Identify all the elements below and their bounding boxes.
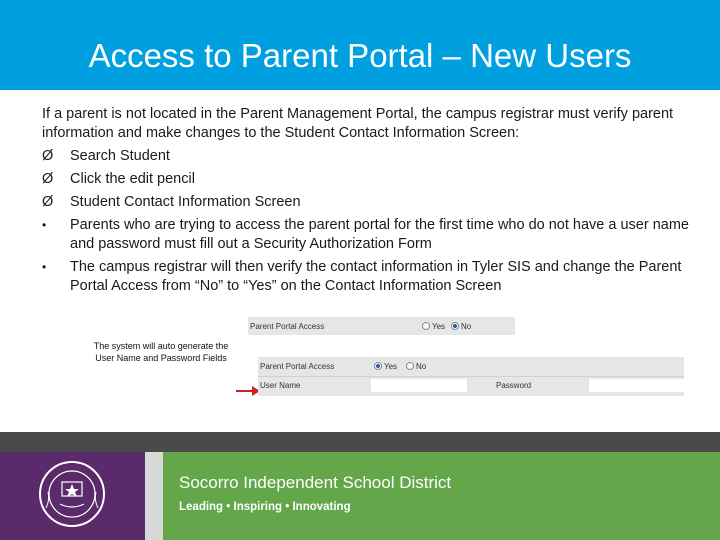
list-item [42,258,692,296]
list-item-text: Search Student [70,148,170,164]
arrow-bullet-icon: Ø [42,171,54,187]
page-title: Access to Parent Portal – New Users [88,37,632,74]
list-item-text: Student Contact Information Screen [70,194,301,210]
radio-yes-option[interactable]: Yes [374,362,397,371]
list-item [42,170,692,189]
footer-top-band [0,432,720,452]
portal-access-before-screenshot [248,317,515,335]
arrow-bullet-icon: Ø [42,148,54,164]
radio-on-icon [451,322,459,330]
list-item-text: The campus registrar will then verify the contact information in Tyler SIS and change the Parent Portal Access from “No” to “Yes” on the Contact Information Screen [70,259,682,294]
arrow-bullet-icon: Ø [42,194,54,210]
list-item [42,147,692,166]
list-item [42,216,692,254]
dot-bullet-icon: • [42,260,47,274]
content-body [42,105,692,300]
radio-yes-option[interactable]: Yes [422,322,445,331]
list-item-text: Parents who are trying to access the parent portal for the first time who do not have a user name and password must fill out a Security Authorization Form [70,217,689,252]
username-field[interactable] [371,379,467,392]
credentials-row [258,376,684,395]
district-tagline: Leading • Inspiring • Innovating [179,501,351,513]
radio-no-option[interactable]: No [406,362,426,371]
district-name: Socorro Independent School District [179,473,452,492]
radio-on-icon [374,362,382,370]
district-seal-logo [30,456,114,540]
password-field[interactable] [589,379,684,392]
portal-access-label: Parent Portal Access [260,362,335,371]
portal-access-after-screenshot [258,357,684,396]
intro-text: If a parent is not located in the Parent Management Portal, the campus registrar must verify parent information and make changes to the Student Contact Information Screen: [42,106,674,141]
dot-bullet-icon: • [42,218,47,232]
red-arrow-icon [236,385,260,397]
screenshot-caption: The system will auto generate the User Name and Password Fields [93,341,229,363]
portal-access-label: Parent Portal Access [250,322,325,331]
password-label: Password [496,381,532,390]
list-item-text: Click the edit pencil [70,171,195,187]
username-label: User Name [260,381,301,390]
radio-no-option[interactable]: No [451,322,471,331]
portal-access-row [258,357,684,376]
radio-off-icon [406,362,414,370]
footer-brand-panel [163,452,720,540]
instruction-list [42,147,692,296]
radio-off-icon [422,322,430,330]
list-item [42,193,692,212]
